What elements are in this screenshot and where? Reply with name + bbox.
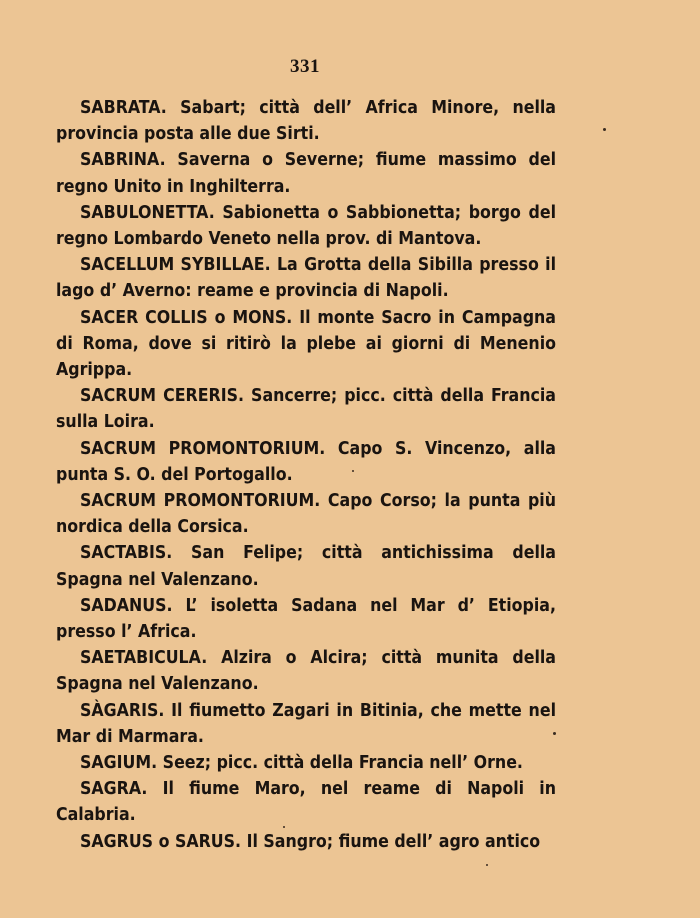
entry-headword: SACTABIS. <box>80 543 173 564</box>
dictionary-entry <box>56 698 556 750</box>
entry-definition: Sabart; città dell’ Africa Minore, nella provincia posta alle due Sirti. <box>56 98 556 145</box>
print-speck <box>352 470 354 472</box>
entry-definition: Capo S. Vincenzo, alla punta S. O. del Portogallo. <box>56 438 556 485</box>
dictionary-entry <box>56 645 556 697</box>
dictionary-entry <box>56 383 556 435</box>
entry-headword: SACER COLLIS o MONS. <box>80 307 293 328</box>
entry-definition: Saverna o Severne; fiume massimo del regno Unito in Inghilterra. <box>56 150 556 197</box>
entry-definition: San Felipe; città antichissima della Spagna nel Valenzano. <box>56 543 556 590</box>
entry-headword: SAETABICULA. <box>80 648 208 669</box>
dictionary-entry <box>56 436 556 488</box>
entry-headword: SABRINA. <box>80 150 166 171</box>
entry-definition: Sabionetta o Sabbionetta; borgo del regno Lombardo Veneto nella prov. di Mantova. <box>56 202 556 250</box>
entry-headword: SABULONETTA. <box>80 202 215 223</box>
entry-definition: Seez; picc. città della Francia nell’ Orne. <box>162 753 523 774</box>
dictionary-entry <box>56 488 556 540</box>
entry-headword: SADANUS. <box>80 595 173 616</box>
entry-definition: Il fiumetto Zagari in Bitinia, che mette nel Mar di Marmara. <box>56 700 556 747</box>
dictionary-entry <box>56 147 556 199</box>
dictionary-entry <box>56 593 556 645</box>
entry-headword: SAGRUS o SARUS. <box>80 831 242 852</box>
entry-headword: SÀGARIS. <box>80 700 165 721</box>
entry-definition: Capo Corso; la punta più nordica della Corsica. <box>56 491 556 538</box>
entry-definition: L’ isoletta Sadana nel Mar d’ Etiopia, presso l’ Africa. <box>56 595 556 643</box>
entry-headword: SACELLUM SYBILLAE. <box>80 255 271 276</box>
print-speck <box>603 128 606 131</box>
entry-headword: SAGRA. <box>80 779 148 800</box>
entry-definition: Sancerre; picc. città della Francia sulla Loira. <box>56 386 556 433</box>
entry-definition: La Grotta della Sibilla presso il lago d’ Averno: reame e provincia di Napoli. <box>56 255 556 302</box>
dictionary-entry <box>56 252 556 304</box>
print-speck <box>486 864 488 866</box>
entry-definition: Il Sangro; fiume dell’ agro antico <box>246 831 541 852</box>
print-speck <box>553 732 556 735</box>
entry-headword: SACRUM PROMONTORIUM. <box>80 438 326 459</box>
dictionary-entry <box>56 305 556 384</box>
entry-definition: Il fiume Maro, nel reame di Napoli in Calabria. <box>56 779 556 826</box>
dictionary-entry <box>56 829 556 855</box>
entry-headword: SABRATA. <box>80 98 167 118</box>
entry-definition: Alzira o Alcira; città munita della Spagna nel Valenzano. <box>56 648 556 695</box>
page-number: 331 <box>290 56 320 77</box>
dictionary-entry <box>56 95 556 147</box>
entry-definition: Il monte Sacro in Campagna di Roma, dove si ritirò la plebe ai giorni di Menenio Agrippa. <box>56 307 556 381</box>
dictionary-entry <box>56 200 556 252</box>
entry-headword: SACRUM CERERIS. <box>80 386 245 407</box>
print-speck <box>283 826 285 828</box>
entry-headword: SACRUM PROMONTORIUM. <box>80 491 321 512</box>
dictionary-entry <box>56 776 556 828</box>
dictionary-entries <box>56 95 556 855</box>
entry-headword: SAGIUM. <box>80 753 158 774</box>
dictionary-entry <box>56 540 556 592</box>
dictionary-entry <box>56 750 556 776</box>
